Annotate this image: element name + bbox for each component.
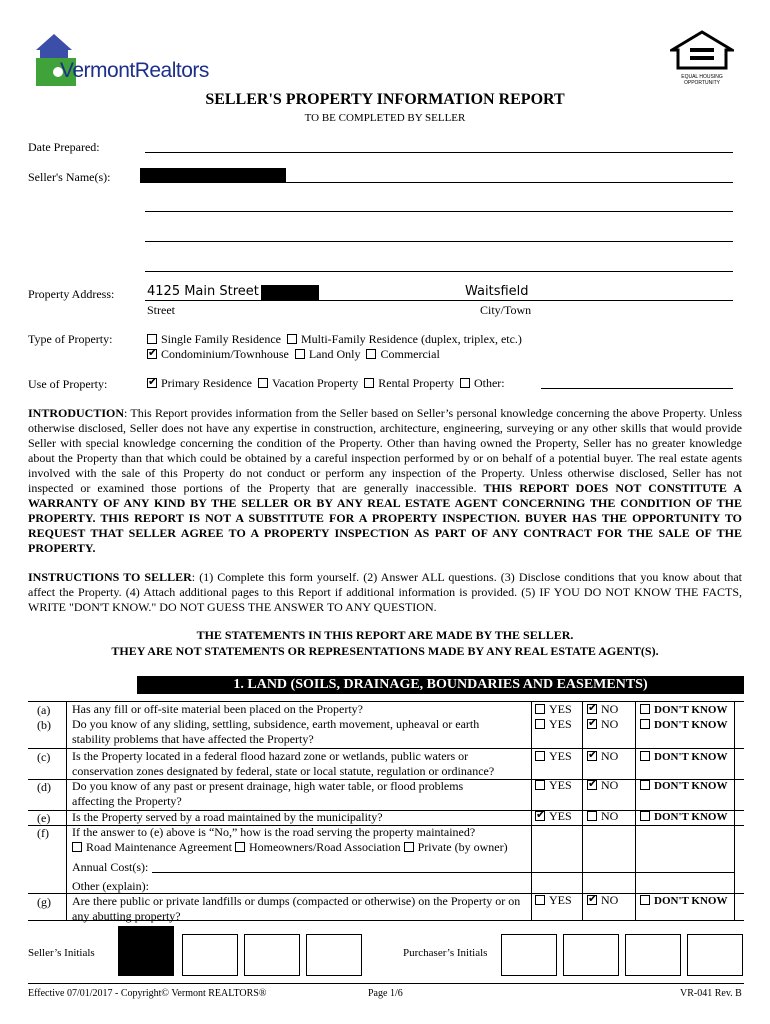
city-caption: City/Town	[480, 303, 532, 317]
page-subtitle: TO BE COMPLETED BY SELLER	[304, 112, 466, 124]
vermont-realtors-logo	[28, 28, 228, 90]
sellers-name-field-4[interactable]	[145, 271, 733, 272]
annual-cost-label: Annual Cost(s):	[72, 860, 149, 874]
question-b-dk[interactable]	[640, 719, 650, 729]
purchasers-initials-box-1[interactable]	[501, 934, 557, 976]
question-a-yes[interactable]	[535, 704, 545, 714]
col-divider-no	[635, 702, 636, 920]
land-only-checkbox[interactable]	[295, 349, 305, 359]
question-b-no[interactable]	[587, 719, 597, 729]
commercial-label: Commercial	[380, 347, 440, 361]
road-options-row	[72, 840, 508, 855]
type-row-1	[147, 332, 522, 347]
vacation-checkbox[interactable]	[258, 378, 268, 388]
single-family-checkbox[interactable]	[147, 334, 157, 344]
question-c-no-wrap	[587, 749, 618, 764]
col-divider-dk	[734, 702, 735, 920]
question-e-yes[interactable]	[535, 811, 545, 821]
instructions-body: : (1) Complete this form yourself. (2) Answer ALL questions. (3) Disclose conditions that you know about that affect the Property. (4) Attach additional pages to this Report if additional information is provided. (5) IF YOU DO NOT KNOW THE FACTS, WRITE "DON'T KNOW." DO NOT GUESS THE ANSWER TO ANY QUESTION.	[28, 570, 743, 614]
other-explain-label: Other (explain):	[72, 879, 149, 893]
primary-residence-label: Primary Residence	[161, 376, 252, 390]
purchasers-initials-box-4[interactable]	[687, 934, 743, 976]
yes-label: YES	[549, 749, 572, 763]
introduction-warning: THIS REPORT DOES NOT CONSTITUTE A WARRANTY OF ANY KIND BY THE SELLER OR BY ANY REAL ESTATE AGENT CONCERNING THE CONDITION OF THE PROPERTY. THIS REPORT IS NOT A SUBSTITUTE FOR A PROPERTY INSPECTION. BUYER HAS THE OPPORTUNITY TO REQUEST THAT SELLER AGREE TO A PROPERTY INSPECTION AS PART OF ANY CONTRACT FOR THE SALE OF THE PROPERTY.	[28, 481, 742, 555]
question-e-text: Is the Property served by a road maintained by the municipality?	[72, 810, 383, 824]
rental-label: Rental Property	[378, 376, 454, 390]
question-a-dk[interactable]	[640, 704, 650, 714]
purchasers-initials-box-2[interactable]	[563, 934, 619, 976]
question-e-no-wrap	[587, 809, 618, 824]
rental-checkbox[interactable]	[364, 378, 374, 388]
private-checkbox[interactable]	[404, 842, 414, 852]
col-divider-text	[531, 702, 532, 920]
dk-label: DON'T KNOW	[654, 704, 728, 716]
yes-label: YES	[549, 893, 572, 907]
city-value[interactable]: Waitsfield	[465, 284, 529, 299]
no-label: NO	[601, 749, 619, 763]
question-g-yes[interactable]	[535, 895, 545, 905]
question-a-dk-wrap	[640, 702, 727, 717]
question-a-no[interactable]	[587, 704, 597, 714]
homeowners-checkbox[interactable]	[235, 842, 245, 852]
question-b-dk-wrap	[640, 717, 727, 732]
sellers-initials-box-4[interactable]	[306, 934, 362, 976]
question-g-no[interactable]	[587, 895, 597, 905]
statement-line-2: THEY ARE NOT STATEMENTS OR REPRESENTATIONS MADE BY ANY REAL ESTATE AGENT(S).	[111, 644, 659, 658]
question-b-id: (b)	[37, 718, 51, 732]
logo-text: VermontRealtors	[60, 59, 209, 82]
private-label: Private (by owner)	[417, 840, 508, 854]
sellers-initials-box-2[interactable]	[182, 934, 238, 976]
purchasers-initials-label: Purchaser’s Initials	[403, 947, 488, 959]
footer-effective: Effective 07/01/2017 - Copyright© Vermont REALTORS®	[28, 988, 267, 999]
street-redaction	[261, 285, 319, 301]
condo-checkbox[interactable]	[147, 349, 157, 359]
date-prepared-label: Date Prepared:	[28, 140, 100, 154]
sellers-name-label: Seller's Name(s):	[28, 170, 111, 184]
yes-label: YES	[549, 717, 572, 731]
sellers-initials-box-1[interactable]	[118, 926, 174, 976]
introduction-body: : This Report provides information from the Seller based on Seller’s personal knowledge concerning the above Property. Unless otherwise disclosed, Seller does not have any expertise in construction, architecture, engineering, surveying or any other skills that would provide Seller with special knowledge concerning the condition of the Property. Other than having owned the Property, Seller has no greater knowledge about the Property than that which could be obtained by a careful inspection performed by or on behalf of a potential buyer. The real estate agents involved with the sale of this Property do not conduct or perform any inspection of the Property. Unless otherwise disclosed, Seller has not inspected or examined those portions of the Property that are generally inaccessible.	[28, 406, 742, 495]
other-use-field[interactable]	[541, 388, 733, 389]
question-f-text: If the answer to (e) above is “No,” how is the road serving the property maintained?	[72, 825, 476, 839]
yes-label: YES	[549, 702, 572, 716]
col-divider-id	[66, 702, 67, 920]
question-e-id: (e)	[37, 811, 51, 825]
question-g-no-wrap	[587, 893, 618, 908]
question-c-yes[interactable]	[535, 751, 545, 761]
commercial-checkbox[interactable]	[366, 349, 376, 359]
no-label: NO	[601, 778, 619, 792]
street-value[interactable]: 4125 Main Street	[147, 284, 259, 299]
no-label: NO	[601, 893, 619, 907]
yes-label: YES	[549, 778, 572, 792]
multi-family-label: Multi-Family Residence (duplex, triplex, etc.)	[300, 332, 522, 346]
footer-rule	[28, 983, 744, 984]
road-maintenance-label: Road Maintenance Agreement	[86, 840, 232, 854]
footer-rev: VR-041 Rev. B	[680, 988, 742, 999]
date-prepared-field[interactable]	[145, 152, 733, 153]
no-label: NO	[601, 809, 619, 823]
sellers-name-field-2[interactable]	[145, 211, 733, 212]
footer-page: Page 1/6	[368, 988, 403, 999]
question-a-id: (a)	[37, 703, 51, 717]
statement-line-1: THE STATEMENTS IN THIS REPORT ARE MADE BY THE SELLER.	[196, 628, 574, 642]
eho-text: EQUAL HOUSING OPPORTUNITY	[681, 74, 723, 86]
sellers-initials-label: Seller’s Initials	[28, 947, 95, 959]
question-c-no[interactable]	[587, 751, 597, 761]
property-address-label: Property Address:	[28, 287, 115, 301]
dk-label: DON'T KNOW	[654, 719, 728, 731]
use-of-property-label: Use of Property:	[28, 377, 108, 391]
no-label: NO	[601, 702, 619, 716]
no-label: NO	[601, 717, 619, 731]
road-maintenance-checkbox[interactable]	[72, 842, 82, 852]
question-a-text: Has any fill or off-site material been placed on the Property?	[72, 702, 364, 716]
question-d-no[interactable]	[587, 780, 597, 790]
question-b-yes-wrap	[535, 717, 572, 732]
question-d-dk[interactable]	[640, 780, 650, 790]
equal-housing-logo	[670, 30, 740, 85]
question-g-id: (g)	[37, 895, 51, 909]
annual-cost-field[interactable]	[152, 872, 734, 873]
col-divider-yes	[582, 702, 583, 920]
multi-family-checkbox[interactable]	[287, 334, 297, 344]
question-e-no[interactable]	[587, 811, 597, 821]
question-d-text: Do you know of any past or present drainage, high water table, or flood problems affecting the Property?	[72, 779, 464, 808]
question-a-answers	[535, 702, 572, 717]
yes-label: YES	[549, 809, 572, 823]
question-e-yes-wrap	[535, 809, 572, 824]
dk-label: DON'T KNOW	[654, 751, 728, 763]
use-row	[147, 376, 505, 391]
question-e-dk-wrap	[640, 809, 727, 824]
question-e-dk[interactable]	[640, 811, 650, 821]
question-b-yes[interactable]	[535, 719, 545, 729]
instructions-paragraph	[28, 570, 742, 615]
question-c-id: (c)	[37, 750, 51, 764]
introduction-heading: INTRODUCTION	[28, 406, 125, 420]
street-caption: Street	[147, 303, 175, 317]
question-c-dk[interactable]	[640, 751, 650, 761]
question-d-id: (d)	[37, 780, 51, 794]
question-a-no-wrap	[587, 702, 618, 717]
question-d-yes-wrap	[535, 778, 572, 793]
vacation-label: Vacation Property	[271, 376, 359, 390]
question-f-id: (f)	[37, 826, 49, 840]
address-field-line	[145, 300, 733, 301]
question-g-dk[interactable]	[640, 895, 650, 905]
primary-residence-checkbox[interactable]	[147, 378, 157, 388]
condo-label: Condominium/Townhouse	[161, 347, 289, 361]
other-checkbox[interactable]	[460, 378, 470, 388]
question-c-yes-wrap	[535, 749, 572, 764]
type-of-property-label: Type of Property:	[28, 332, 113, 346]
section-1-header: 1. LAND (SOILS, DRAINAGE, BOUNDARIES AND EASEMENTS)	[137, 676, 744, 694]
sellers-name-field-3[interactable]	[145, 241, 733, 242]
sellers-name-redaction	[140, 168, 286, 183]
sellers-initials-box-3[interactable]	[244, 934, 300, 976]
land-only-label: Land Only	[308, 347, 361, 361]
introduction-paragraph	[28, 406, 742, 556]
question-g-yes-wrap	[535, 893, 572, 908]
question-b-no-wrap	[587, 717, 618, 732]
question-g-dk-wrap	[640, 893, 727, 908]
dk-label: DON'T KNOW	[654, 811, 728, 823]
type-row-2	[147, 347, 440, 362]
question-d-yes[interactable]	[535, 780, 545, 790]
question-g-text: Are there public or private landfills or dumps (compacted or otherwise) on the Property or on any abutting property?	[72, 894, 521, 923]
other-label: Other:	[473, 376, 505, 390]
instructions-heading: INSTRUCTIONS TO SELLER	[28, 570, 192, 584]
question-d-no-wrap	[587, 778, 618, 793]
purchasers-initials-box-3[interactable]	[625, 934, 681, 976]
page-title: SELLER'S PROPERTY INFORMATION REPORT	[205, 91, 565, 108]
dk-label: DON'T KNOW	[654, 780, 728, 792]
dk-label: DON'T KNOW	[654, 895, 728, 907]
single-family-label: Single Family Residence	[161, 332, 281, 346]
question-d-dk-wrap	[640, 778, 727, 793]
question-c-text: Is the Property located in a federal flood hazard zone or wetlands, public waters or conservation zones designated by federal, state or local statute, regulation or ordinance?	[72, 749, 495, 778]
question-c-dk-wrap	[640, 749, 727, 764]
question-b-text: Do you know of any sliding, settling, subsidence, earth movement, upheaval or earth stability problems that have affected the Property?	[72, 717, 480, 746]
homeowners-label: Homeowners/Road Association	[248, 840, 401, 854]
